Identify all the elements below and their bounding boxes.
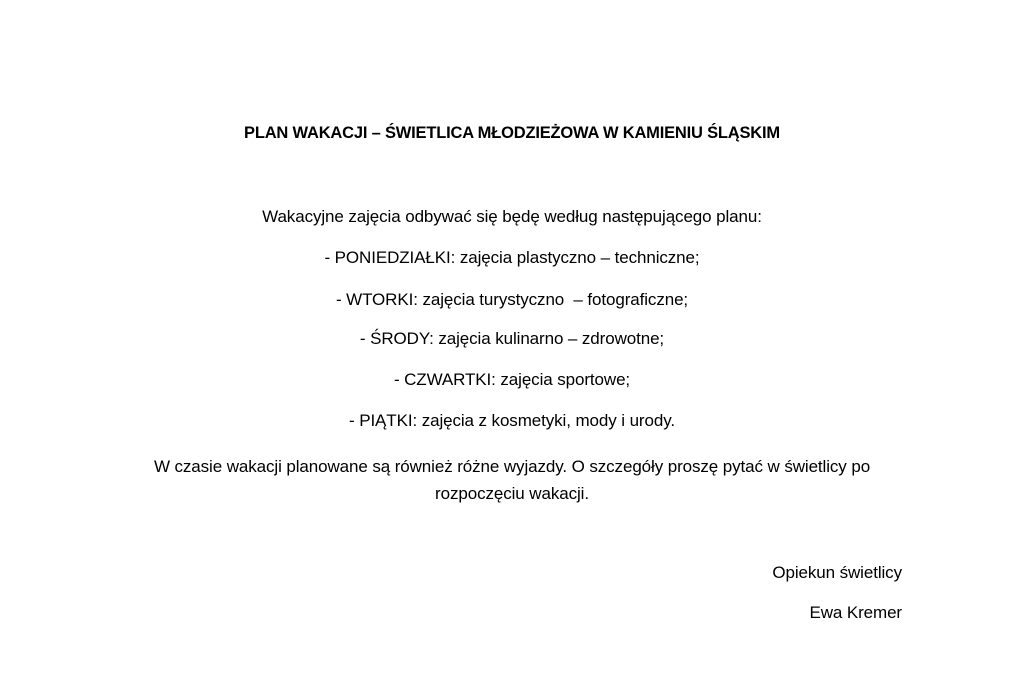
document-title: PLAN WAKACJI – ŚWIETLICA MŁODZIEŻOWA W KAMIENIU ŚLĄSKIM (244, 124, 780, 142)
schedule-item-wednesday: - ŚRODY: zajęcia kulinarno – zdrowotne; (359, 329, 665, 348)
schedule-item-tuesday: - WTORKI: zajęcia turystyczno – fotograficzne; (335, 290, 689, 309)
signature-role: Opiekun świetlicy (772, 563, 902, 582)
schedule-item-monday: - PONIEDZIAŁKI: zajęcia plastyczno – techniczne; (324, 248, 700, 267)
signature-name: Ewa Kremer (809, 603, 902, 622)
info-paragraph: W czasie wakacji planowane są również różne wyjazdy. O szczegóły proszę pytać w świetlicy po rozpoczęciu wakacji. (153, 457, 871, 503)
intro-text: Wakacyjne zajęcia odbywać się będę według następującego planu: (262, 207, 762, 226)
schedule-item-friday: - PIĄTKI: zajęcia z kosmetyki, mody i urody. (349, 411, 675, 430)
schedule-item-thursday: - CZWARTKI: zajęcia sportowe; (393, 370, 631, 389)
